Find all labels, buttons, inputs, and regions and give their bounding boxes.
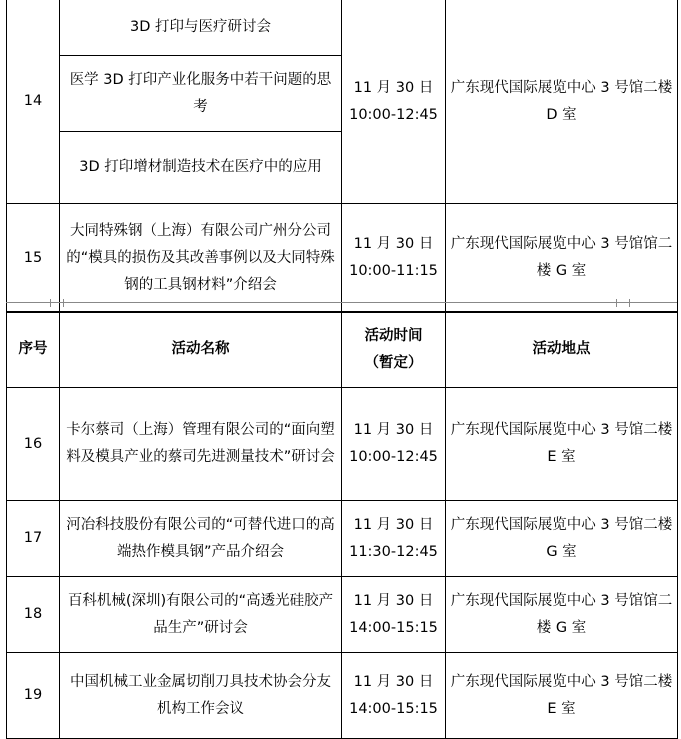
activity-name: 大同特殊钢（上海）有限公司广州分公司的“模具的损伤及其改善事例以及大同特殊钢的工具钢材料”介绍会 bbox=[60, 204, 342, 313]
activity-time bbox=[342, 653, 446, 739]
activity-name: 3D 打印增材制造技术在医疗中的应用 bbox=[60, 132, 342, 204]
activity-location: 广东现代国际展览中心 3 号馆二楼 E 室 bbox=[446, 653, 678, 739]
activity-time bbox=[342, 501, 446, 577]
row-number: 19 bbox=[7, 653, 60, 739]
activity-date: 11 月 30 日 bbox=[353, 236, 434, 252]
header-location: 活动地点 bbox=[446, 312, 678, 388]
activity-date: 11 月 30 日 bbox=[353, 592, 434, 609]
header-activity-time bbox=[342, 312, 446, 388]
activity-time bbox=[342, 388, 446, 501]
activity-hours: 10:00-12:45 bbox=[349, 106, 438, 123]
header-time-line2: （暂定） bbox=[364, 354, 423, 371]
page-break-mark bbox=[616, 299, 630, 307]
activity-location: 广东现代国际展览中心 3 号馆馆二楼 G 室 bbox=[446, 204, 678, 313]
header-activity-name: 活动名称 bbox=[60, 312, 342, 388]
table-row bbox=[7, 653, 678, 739]
activity-location: 广东现代国际展览中心 3 号馆馆二楼 G 室 bbox=[446, 577, 678, 653]
activity-hours: 14:00-15:15 bbox=[349, 700, 438, 717]
activity-hours: 11:30-12:45 bbox=[349, 543, 438, 560]
activity-date: 11 月 30 日 bbox=[353, 516, 434, 533]
page-break bbox=[6, 299, 677, 307]
page-break-line bbox=[6, 302, 677, 303]
header-time-line1: 活动时间 bbox=[364, 327, 423, 344]
row-number: 18 bbox=[7, 577, 60, 653]
table-row bbox=[7, 204, 678, 313]
page-break-mark bbox=[50, 299, 64, 307]
table-row bbox=[7, 501, 678, 577]
activity-hours: 14:00-15:15 bbox=[349, 619, 438, 636]
row-number: 17 bbox=[7, 501, 60, 577]
activity-name: 百科机械(深圳)有限公司的“高透光硅胶产品生产”研讨会 bbox=[60, 577, 342, 653]
activity-hours: 10:00-12:45 bbox=[349, 449, 438, 465]
table-header-row bbox=[7, 312, 678, 388]
header-number: 序号 bbox=[7, 312, 60, 388]
activity-location: 广东现代国际展览中心 3 号馆二楼 D 室 bbox=[446, 0, 678, 204]
activity-name: 中国机械工业金属切削刀具技术协会分友机构工作会议 bbox=[60, 653, 342, 739]
activity-name: 医学 3D 打印产业化服务中若干问题的思考 bbox=[60, 56, 342, 132]
row-number: 16 bbox=[7, 388, 60, 501]
row-number: 15 bbox=[7, 204, 60, 313]
table-row bbox=[7, 388, 678, 501]
activity-location: 广东现代国际展览中心 3 号馆二楼 E 室 bbox=[446, 388, 678, 501]
row-number: 14 bbox=[7, 0, 60, 204]
activity-hours: 10:00-11:15 bbox=[349, 263, 438, 279]
schedule-table bbox=[6, 311, 678, 739]
activity-date: 11 月 30 日 bbox=[353, 422, 434, 438]
schedule-table-continued bbox=[6, 0, 678, 313]
table-row bbox=[7, 577, 678, 653]
activity-location: 广东现代国际展览中心 3 号馆二楼 G 室 bbox=[446, 501, 678, 577]
table-row bbox=[7, 0, 678, 56]
activity-name: 3D 打印与医疗研讨会 bbox=[60, 0, 342, 56]
activity-date: 11 月 30 日 bbox=[353, 79, 434, 96]
activity-time bbox=[342, 204, 446, 313]
activity-name: 河冶科技股份有限公司的“可替代进口的高端热作模具钢”产品介绍会 bbox=[60, 501, 342, 577]
activity-name: 卡尔蔡司（上海）管理有限公司的“面向塑料及模具产业的蔡司先进测量技术”研讨会 bbox=[60, 388, 342, 501]
activity-date: 11 月 30 日 bbox=[353, 673, 434, 690]
activity-time bbox=[342, 577, 446, 653]
activity-time bbox=[342, 0, 446, 204]
